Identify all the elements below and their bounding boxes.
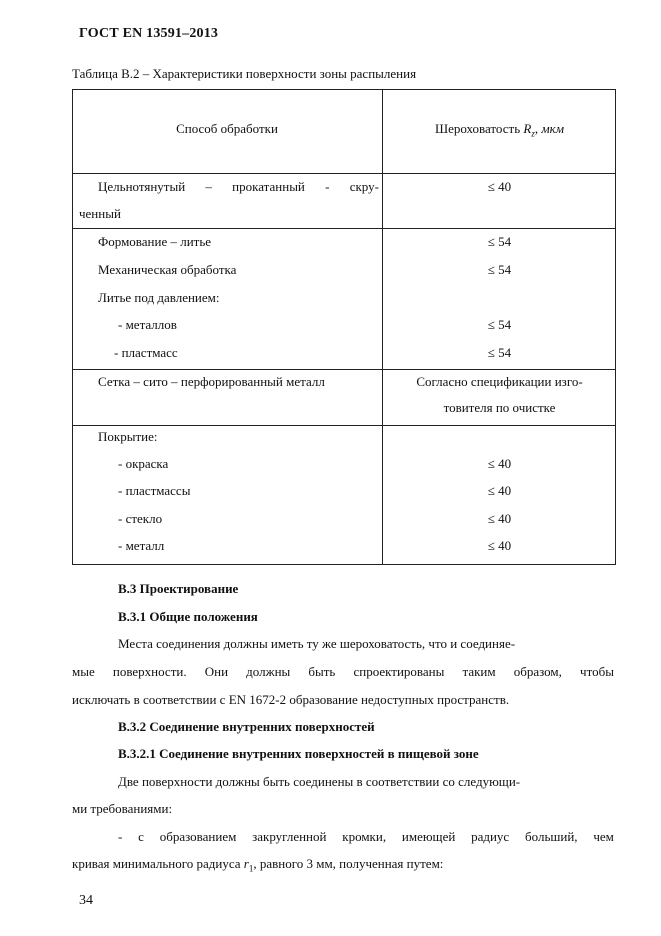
table-cell-method: - стекло [118,511,163,526]
table-cell-roughness: ≤ 40 [487,511,512,526]
table-cell-method: - пластмасс [114,345,178,360]
paragraph-line: мые поверхности. Они должны быть спроектированы таким образом, чтобы [72,664,614,679]
section-heading: В.3 Проектирование [118,581,239,596]
paragraph-line: Места соединения должны иметь ту же шероховатость, что и соединяе- [118,636,516,651]
table-cell-method: Покрытие: [98,429,158,444]
paragraph-line: - с образованием закругленной кромки, имеющей радиус больший, чем [118,829,614,844]
table-header-roughness: Шероховатость $R_z$, мкм [434,121,565,139]
table-cell-roughness: ≤ 54 [487,262,512,277]
table-cell-method: - окраска [118,456,169,471]
paragraph-line: ми требованиями: [72,801,173,816]
page-number: 34 [79,893,93,908]
section-heading: В.3.1 Общие положения [118,609,258,624]
table-cell-roughness: ≤ 40 [487,483,512,498]
table-header-method: Способ обработки [176,121,278,136]
section-heading: В.3.2.1 Соединение внутренних поверхностей в пищевой зоне [118,746,479,761]
table-cell-roughness-cont: товителя по очистке [443,400,556,415]
table-cell-method: Литье под давлением: [98,290,220,305]
document-header: ГОСТ EN 13591–2013 [79,26,219,41]
table-row-divider [72,173,616,174]
table-caption: Таблица В.2 – Характеристики поверхности зоны распыления [72,66,417,81]
paragraph-line: кривая минимального радиуса $r_1$, равного 3 мм, полученная путем: [72,856,444,874]
table-cell-method: Цельнотянутый – прокатанный - скру- [98,179,379,194]
table-cell-roughness: ≤ 54 [487,317,512,332]
paragraph-line: исключать в соответствии с EN 1672-2 образование недоступных пространств. [72,692,510,707]
section-heading: В.3.2 Соединение внутренних поверхностей [118,719,375,734]
table-cell-roughness: ≤ 54 [487,345,512,360]
table-cell-roughness: ≤ 40 [487,456,512,471]
table-row-divider [72,425,616,426]
table-cell-method: Сетка – сито – перфорированный металл [98,374,325,389]
table-cell-method: - пластмассы [118,483,191,498]
paragraph-line: Две поверхности должны быть соединены в соответствии со следующи- [118,774,521,789]
table-cell-method: Механическая обработка [98,262,237,277]
table-row-divider [72,228,616,229]
table-cell-roughness: ≤ 40 [487,538,512,553]
table-cell-method-cont: ченный [79,206,121,221]
table-cell-method: - металл [118,538,165,553]
table-cell-roughness: Согласно спецификации изго- [416,374,583,389]
table-cell-roughness: ≤ 40 [487,179,512,194]
table-cell-method: Формование – литье [98,234,212,249]
table-cell-roughness: ≤ 54 [487,234,512,249]
table-cell-method: - металлов [118,317,177,332]
table-row-divider [72,369,616,370]
